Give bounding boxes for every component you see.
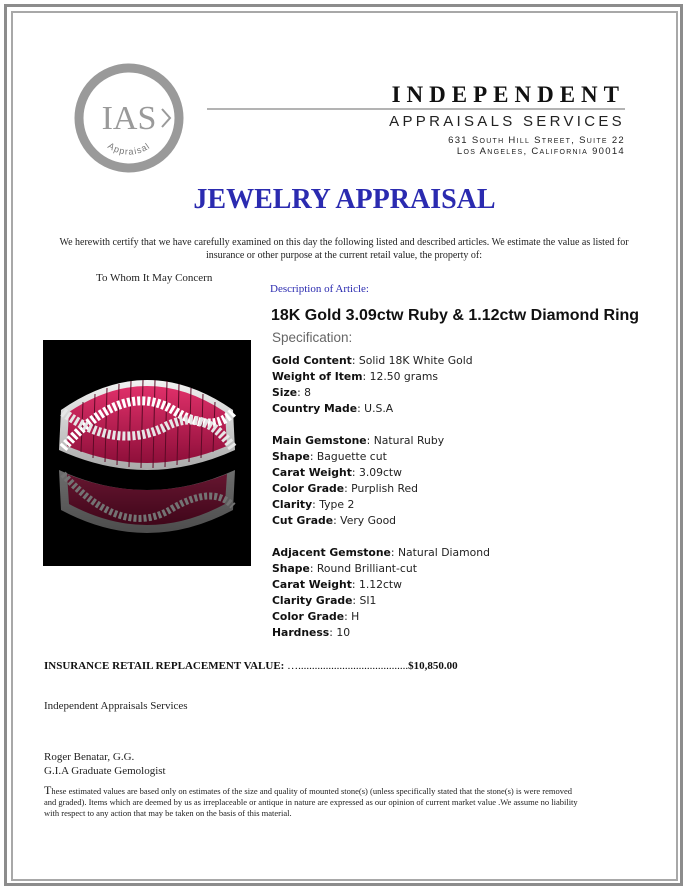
- ring-photo: [43, 340, 251, 566]
- spec-main-cut: Cut Grade: Very Good: [272, 514, 397, 527]
- spec-adjacent-color: Color Grade: H: [272, 610, 360, 623]
- company-name: INDEPENDENT: [391, 82, 625, 107]
- spec-country: Country Made: U.S.A: [272, 402, 394, 415]
- address-line-2: Los Angeles, California 90014: [456, 146, 625, 157]
- logo-text: IAS: [101, 100, 157, 137]
- description-label: Description of Article:: [270, 283, 369, 295]
- spec-adjacent-clarity: Clarity Grade: SI1: [272, 594, 377, 607]
- spec-adjacent-gemstone: Adjacent Gemstone: Natural Diamond: [272, 546, 490, 559]
- spec-size: Size: 8: [272, 386, 312, 399]
- company-subtitle: APPRAISALS SERVICES: [389, 113, 625, 130]
- spec-main-color: Color Grade: Purplish Red: [272, 482, 419, 495]
- spec-weight: Weight of Item: 12.50 grams: [272, 370, 438, 383]
- header-rule: [207, 108, 625, 110]
- spec-main-carat: Carat Weight: 3.09ctw: [272, 466, 402, 479]
- recipient: To Whom It May Concern: [96, 272, 213, 284]
- item-title: 18K Gold 3.09ctw Ruby & 1.12ctw Diamond Ring: [271, 307, 640, 324]
- certification-text: We herewith certify that we have carefully examined on this day the following listed and described articles. We estimate the value as listed for insurance or other purpose at the current retail value, the property of:: [59, 237, 629, 261]
- spec-adjacent-carat: Carat Weight: 1.12ctw: [272, 578, 402, 591]
- insurance-value-line: [44, 660, 458, 672]
- spec-adjacent-hardness: Hardness: 10: [272, 626, 351, 639]
- signer-name: Roger Benatar, G.G.: [44, 751, 135, 763]
- signer-title: G.I.A Graduate Gemologist: [44, 765, 166, 777]
- disclaimer: These estimated values are based only on estimates of the size and quality of mounted stone(s) (unless specifically stated that the stone(s) is were removed and graded). Items which are deemed by us as irreplaceable or antique in nature are expressed as our opinion of current market value .We assume no liability with respect to any action that may be taken on the basis of this material.: [44, 783, 578, 818]
- specification-label: Specification:: [272, 330, 353, 345]
- ias-logo: [74, 63, 184, 173]
- spec-main-gemstone: Main Gemstone: Natural Ruby: [272, 434, 445, 447]
- spec-main-shape: Shape: Baguette cut: [272, 450, 387, 463]
- insurance-amount: $10,850.00: [408, 660, 458, 672]
- document-title: JEWELRY APPRAISAL: [193, 184, 496, 215]
- signature-block: [44, 750, 166, 778]
- address-line-1: 631 South Hill Street, Suite 22: [448, 135, 625, 146]
- footer-company: Independent Appraisals Services: [44, 700, 188, 712]
- spec-main-clarity: Clarity: Type 2: [272, 498, 355, 511]
- insurance-dots: …........................................: [287, 660, 409, 672]
- spec-adjacent-shape: Shape: Round Brilliant-cut: [272, 562, 417, 575]
- specification-list: [272, 353, 490, 641]
- logo-subtext: Appraisal: [106, 140, 152, 157]
- insurance-label: INSURANCE RETAIL REPLACEMENT VALUE:: [44, 660, 285, 672]
- spec-gold-content: Gold Content: Solid 18K White Gold: [272, 354, 473, 367]
